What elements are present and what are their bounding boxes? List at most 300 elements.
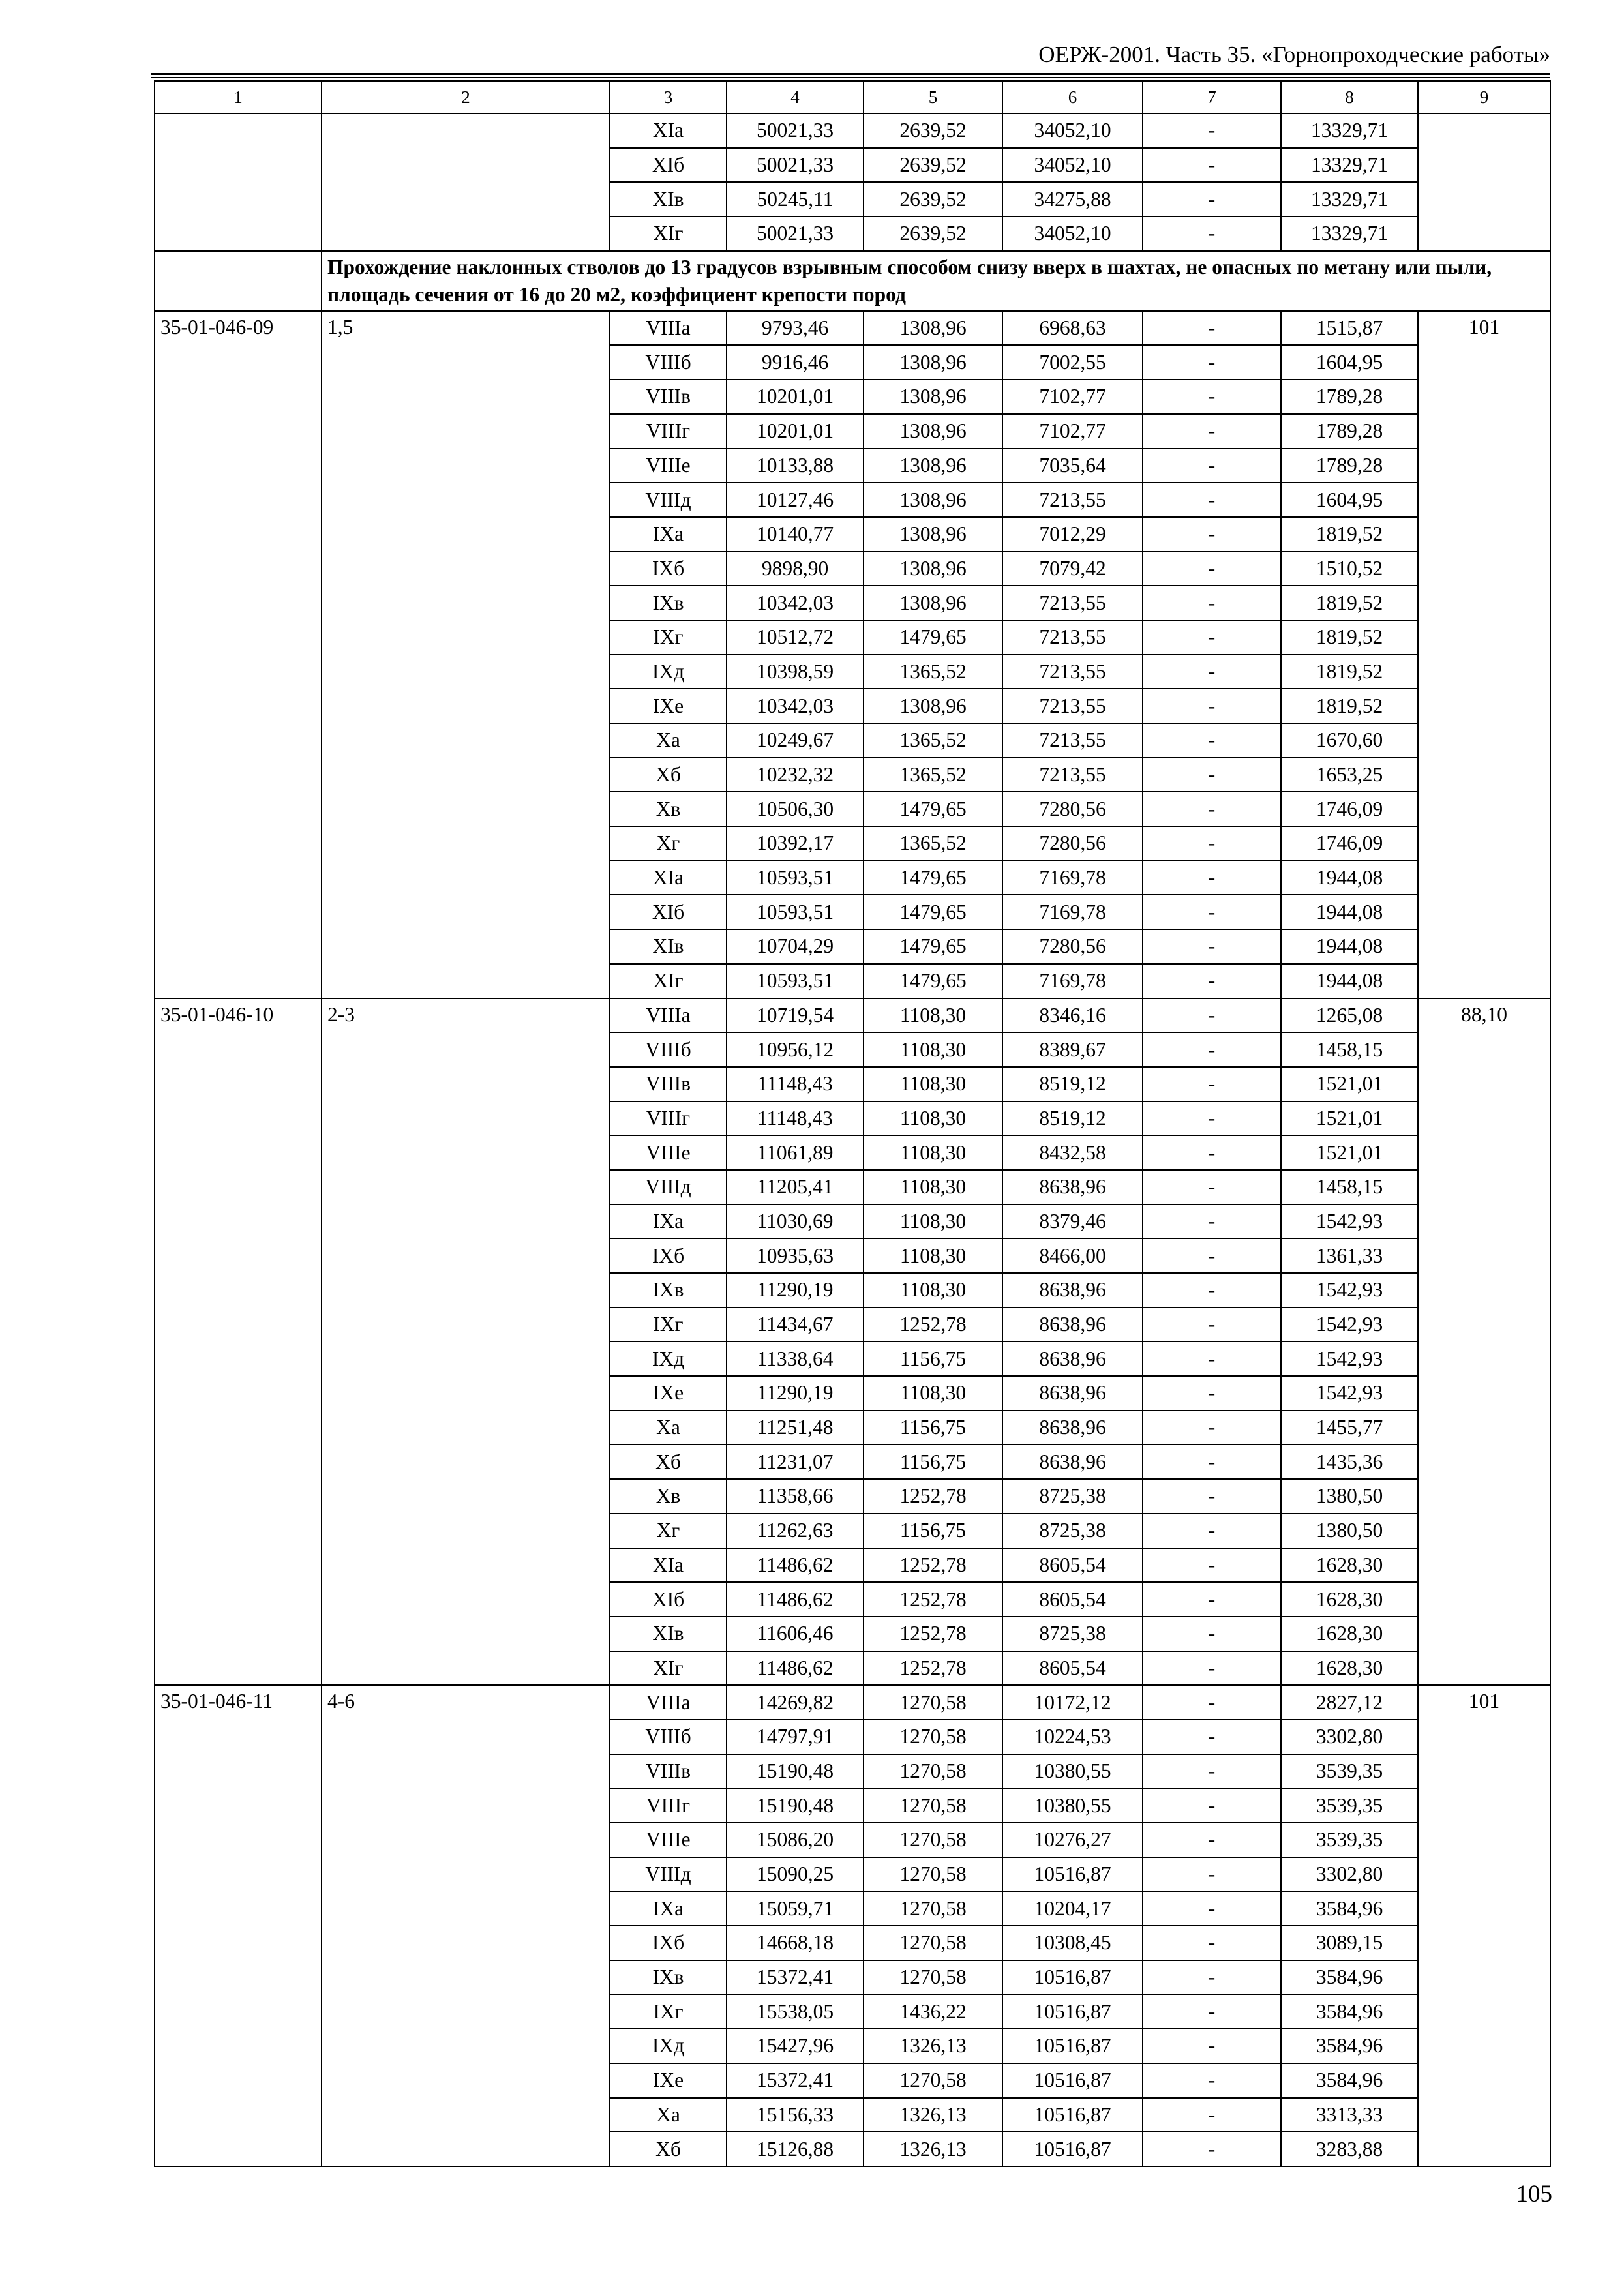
zone-cell: XIа: [610, 1548, 727, 1583]
wages-cell: 1270,58: [864, 1720, 1002, 1754]
wages-cell: 1108,30: [864, 1238, 1002, 1273]
total-cost-cell: 11262,63: [727, 1514, 864, 1548]
machines-cell: 8638,96: [1002, 1444, 1143, 1479]
driver-wages-cell: -: [1143, 1170, 1281, 1204]
materials-cell: 1458,15: [1281, 1170, 1418, 1204]
wages-cell: 1270,58: [864, 1685, 1002, 1720]
materials-cell: 1944,08: [1281, 929, 1418, 964]
machines-cell: 8519,12: [1002, 1067, 1143, 1101]
total-cost-cell: 15090,25: [727, 1857, 864, 1892]
driver-wages-cell: -: [1143, 723, 1281, 758]
wages-cell: 1156,75: [864, 1444, 1002, 1479]
materials-cell: 1944,08: [1281, 895, 1418, 929]
section-heading-row: [155, 251, 1550, 311]
wages-cell: 1308,96: [864, 552, 1002, 586]
wages-cell: 1479,65: [864, 792, 1002, 826]
zone-cell: Xг: [610, 1514, 727, 1548]
driver-wages-cell: -: [1143, 113, 1281, 148]
zone-cell: XIг: [610, 217, 727, 251]
wages-cell: 2639,52: [864, 217, 1002, 251]
labor-cost-cell: 101: [1418, 1685, 1550, 2166]
wages-cell: 1308,96: [864, 311, 1002, 346]
machines-cell: 8725,38: [1002, 1617, 1143, 1651]
wages-cell: 1108,30: [864, 1376, 1002, 1411]
materials-cell: 1604,95: [1281, 483, 1418, 517]
zone-cell: IXа: [610, 517, 727, 552]
norms-table: [154, 80, 1551, 2167]
driver-wages-cell: -: [1143, 655, 1281, 689]
total-cost-cell: 10506,30: [727, 792, 864, 826]
materials-cell: 3302,80: [1281, 1857, 1418, 1892]
wages-cell: 1108,30: [864, 1204, 1002, 1239]
wages-cell: 1156,75: [864, 1411, 1002, 1445]
wages-cell: 1365,52: [864, 723, 1002, 758]
driver-wages-cell: -: [1143, 2098, 1281, 2132]
machines-cell: 10516,87: [1002, 1960, 1143, 1995]
zone-cell: VIIIе: [610, 1823, 727, 1857]
total-cost-cell: 11290,19: [727, 1273, 864, 1308]
total-cost-cell: 10719,54: [727, 998, 864, 1033]
wages-cell: 1326,13: [864, 2098, 1002, 2132]
zone-cell: XIг: [610, 964, 727, 998]
total-cost-cell: 11231,07: [727, 1444, 864, 1479]
materials-cell: 1819,52: [1281, 517, 1418, 552]
materials-cell: 13329,71: [1281, 113, 1418, 148]
zone-cell: XIв: [610, 182, 727, 217]
total-cost-cell: 10342,03: [727, 689, 864, 723]
materials-cell: 1265,08: [1281, 998, 1418, 1033]
zone-cell: VIIIа: [610, 311, 727, 346]
materials-cell: 3089,15: [1281, 1926, 1418, 1960]
zone-cell: VIIIб: [610, 1032, 727, 1067]
zone-cell: Xа: [610, 1411, 727, 1445]
machines-cell: 7213,55: [1002, 655, 1143, 689]
driver-wages-cell: -: [1143, 182, 1281, 217]
zone-cell: Xв: [610, 1479, 727, 1514]
driver-wages-cell: -: [1143, 517, 1281, 552]
total-cost-cell: 14668,18: [727, 1926, 864, 1960]
materials-cell: 1944,08: [1281, 861, 1418, 895]
materials-cell: 1670,60: [1281, 723, 1418, 758]
wages-cell: 1108,30: [864, 1273, 1002, 1308]
driver-wages-cell: -: [1143, 311, 1281, 346]
total-cost-cell: 15156,33: [727, 2098, 864, 2132]
driver-wages-cell: -: [1143, 1067, 1281, 1101]
machines-cell: 8389,67: [1002, 1032, 1143, 1067]
total-cost-cell: 10593,51: [727, 861, 864, 895]
table-row: [155, 311, 1550, 346]
machines-cell: 8379,46: [1002, 1204, 1143, 1239]
total-cost-cell: 10342,03: [727, 586, 864, 620]
section-heading: Прохождение наклонных стволов до 13 градусов взрывным способом снизу вверх в шахтах, не опасных по метану или пыли, площадь сечения от 16 до 20 м2, коэффициент крепости пород: [322, 251, 1550, 311]
wages-cell: 1308,96: [864, 689, 1002, 723]
zone-cell: IXв: [610, 1960, 727, 1995]
wages-cell: 1252,78: [864, 1308, 1002, 1342]
materials-cell: 13329,71: [1281, 217, 1418, 251]
total-cost-cell: 10935,63: [727, 1238, 864, 1273]
machines-cell: 7213,55: [1002, 689, 1143, 723]
materials-cell: 3584,96: [1281, 2063, 1418, 2098]
total-cost-cell: 15372,41: [727, 2063, 864, 2098]
machines-cell: 8432,58: [1002, 1135, 1143, 1170]
wages-cell: 1252,78: [864, 1617, 1002, 1651]
driver-wages-cell: -: [1143, 1273, 1281, 1308]
machines-cell: 10172,12: [1002, 1685, 1143, 1720]
labor-cost-cell: [1418, 113, 1550, 251]
zone-cell: IXа: [610, 1204, 727, 1239]
zone-cell: IXд: [610, 655, 727, 689]
zone-cell: IXв: [610, 586, 727, 620]
materials-cell: 1819,52: [1281, 620, 1418, 655]
wages-cell: 1270,58: [864, 1891, 1002, 1926]
materials-cell: 13329,71: [1281, 148, 1418, 183]
wages-cell: 1365,52: [864, 826, 1002, 861]
total-cost-cell: 50021,33: [727, 217, 864, 251]
materials-cell: 1628,30: [1281, 1548, 1418, 1583]
rock-coefficient-cell: 4-6: [322, 1685, 610, 2166]
total-cost-cell: 11486,62: [727, 1548, 864, 1583]
machines-cell: 8725,38: [1002, 1479, 1143, 1514]
zone-cell: XIа: [610, 861, 727, 895]
norm-code-cell: 35-01-046-09: [155, 311, 322, 998]
driver-wages-cell: -: [1143, 792, 1281, 826]
wages-cell: 1326,13: [864, 2132, 1002, 2166]
machines-cell: 6968,63: [1002, 311, 1143, 346]
materials-cell: 1628,30: [1281, 1617, 1418, 1651]
materials-cell: 13329,71: [1281, 182, 1418, 217]
wages-cell: 1479,65: [864, 620, 1002, 655]
wages-cell: 1108,30: [864, 998, 1002, 1033]
rock-coefficient-cell: 1,5: [322, 311, 610, 998]
zone-cell: Xа: [610, 2098, 727, 2132]
machines-cell: 8466,00: [1002, 1238, 1143, 1273]
zone-cell: VIIIв: [610, 1067, 727, 1101]
column-number-cell: 7: [1143, 81, 1281, 113]
total-cost-cell: 11486,62: [727, 1582, 864, 1617]
driver-wages-cell: -: [1143, 1135, 1281, 1170]
zone-cell: VIIIа: [610, 998, 727, 1033]
driver-wages-cell: -: [1143, 758, 1281, 792]
materials-cell: 1542,93: [1281, 1308, 1418, 1342]
driver-wages-cell: -: [1143, 586, 1281, 620]
labor-cost-cell: 101: [1418, 311, 1550, 998]
materials-cell: 3539,35: [1281, 1788, 1418, 1823]
column-number-cell: 4: [727, 81, 864, 113]
driver-wages-cell: -: [1143, 1617, 1281, 1651]
driver-wages-cell: -: [1143, 1960, 1281, 1995]
zone-cell: XIб: [610, 1582, 727, 1617]
driver-wages-cell: -: [1143, 895, 1281, 929]
machines-cell: 10308,45: [1002, 1926, 1143, 1960]
wages-cell: 1479,65: [864, 964, 1002, 998]
wages-cell: 2639,52: [864, 113, 1002, 148]
total-cost-cell: 15086,20: [727, 1823, 864, 1857]
driver-wages-cell: -: [1143, 2132, 1281, 2166]
zone-cell: VIIIб: [610, 345, 727, 380]
total-cost-cell: 10398,59: [727, 655, 864, 689]
zone-cell: IXд: [610, 1341, 727, 1376]
zone-cell: VIIIд: [610, 1170, 727, 1204]
machines-cell: 8519,12: [1002, 1101, 1143, 1136]
machines-cell: 34275,88: [1002, 182, 1143, 217]
machines-cell: 8638,96: [1002, 1170, 1143, 1204]
machines-cell: 7079,42: [1002, 552, 1143, 586]
zone-cell: IXд: [610, 2029, 727, 2063]
wages-cell: 1365,52: [864, 655, 1002, 689]
materials-cell: 1653,25: [1281, 758, 1418, 792]
driver-wages-cell: -: [1143, 861, 1281, 895]
materials-cell: 1361,33: [1281, 1238, 1418, 1273]
materials-cell: 2827,12: [1281, 1685, 1418, 1720]
machines-cell: 7035,64: [1002, 449, 1143, 483]
total-cost-cell: 15190,48: [727, 1788, 864, 1823]
zone-cell: VIIIб: [610, 1720, 727, 1754]
wages-cell: 1479,65: [864, 929, 1002, 964]
driver-wages-cell: -: [1143, 1823, 1281, 1857]
wages-cell: 1326,13: [864, 2029, 1002, 2063]
driver-wages-cell: -: [1143, 689, 1281, 723]
materials-cell: 3302,80: [1281, 1720, 1418, 1754]
total-cost-cell: 15372,41: [727, 1960, 864, 1995]
wages-cell: 1252,78: [864, 1479, 1002, 1514]
driver-wages-cell: -: [1143, 1857, 1281, 1892]
materials-cell: 1542,93: [1281, 1273, 1418, 1308]
driver-wages-cell: -: [1143, 345, 1281, 380]
materials-cell: 3283,88: [1281, 2132, 1418, 2166]
machines-cell: 8638,96: [1002, 1308, 1143, 1342]
driver-wages-cell: -: [1143, 1341, 1281, 1376]
wages-cell: 1108,30: [864, 1101, 1002, 1136]
materials-cell: 1542,93: [1281, 1341, 1418, 1376]
total-cost-cell: 14269,82: [727, 1685, 864, 1720]
total-cost-cell: 10512,72: [727, 620, 864, 655]
machines-cell: 10516,87: [1002, 1857, 1143, 1892]
driver-wages-cell: -: [1143, 1444, 1281, 1479]
machines-cell: 10516,87: [1002, 2029, 1143, 2063]
total-cost-cell: 15126,88: [727, 2132, 864, 2166]
zone-cell: Xг: [610, 826, 727, 861]
zone-cell: VIIIе: [610, 1135, 727, 1170]
driver-wages-cell: -: [1143, 380, 1281, 414]
machines-cell: 7280,56: [1002, 929, 1143, 964]
machines-cell: 10516,87: [1002, 2098, 1143, 2132]
materials-cell: 1746,09: [1281, 826, 1418, 861]
materials-cell: 1542,93: [1281, 1376, 1418, 1411]
materials-cell: 3584,96: [1281, 1994, 1418, 2029]
total-cost-cell: 50245,11: [727, 182, 864, 217]
driver-wages-cell: -: [1143, 483, 1281, 517]
machines-cell: 34052,10: [1002, 148, 1143, 183]
driver-wages-cell: -: [1143, 1582, 1281, 1617]
zone-cell: VIIIе: [610, 449, 727, 483]
driver-wages-cell: -: [1143, 1376, 1281, 1411]
machines-cell: 8605,54: [1002, 1582, 1143, 1617]
driver-wages-cell: -: [1143, 964, 1281, 998]
wages-cell: 1252,78: [864, 1548, 1002, 1583]
wages-cell: 1270,58: [864, 2063, 1002, 2098]
materials-cell: 1455,77: [1281, 1411, 1418, 1445]
page-header: ОЕРЖ-2001. Часть 35. «Горнопроходческие работы»: [1038, 42, 1550, 67]
materials-cell: 3584,96: [1281, 2029, 1418, 2063]
driver-wages-cell: -: [1143, 1685, 1281, 1720]
machines-cell: 10204,17: [1002, 1891, 1143, 1926]
wages-cell: 2639,52: [864, 182, 1002, 217]
machines-cell: 7213,55: [1002, 723, 1143, 758]
header-rule-thin: [151, 77, 1550, 78]
driver-wages-cell: -: [1143, 148, 1281, 183]
wages-cell: 1108,30: [864, 1032, 1002, 1067]
machines-cell: 10516,87: [1002, 1994, 1143, 2029]
materials-cell: 1458,15: [1281, 1032, 1418, 1067]
materials-cell: 3584,96: [1281, 1960, 1418, 1995]
driver-wages-cell: -: [1143, 929, 1281, 964]
rock-coefficient-cell: [322, 113, 610, 251]
driver-wages-cell: -: [1143, 1411, 1281, 1445]
zone-cell: IXв: [610, 1273, 727, 1308]
wages-cell: 1270,58: [864, 1823, 1002, 1857]
machines-cell: 10380,55: [1002, 1754, 1143, 1789]
total-cost-cell: 50021,33: [727, 148, 864, 183]
zone-cell: IXе: [610, 689, 727, 723]
materials-cell: 1604,95: [1281, 345, 1418, 380]
driver-wages-cell: -: [1143, 826, 1281, 861]
total-cost-cell: 11061,89: [727, 1135, 864, 1170]
driver-wages-cell: -: [1143, 449, 1281, 483]
zone-cell: XIа: [610, 113, 727, 148]
zone-cell: IXг: [610, 1308, 727, 1342]
wages-cell: 1365,52: [864, 758, 1002, 792]
zone-cell: Xб: [610, 758, 727, 792]
norm-code-cell: 35-01-046-10: [155, 998, 322, 1686]
driver-wages-cell: -: [1143, 1720, 1281, 1754]
driver-wages-cell: -: [1143, 1891, 1281, 1926]
total-cost-cell: 11486,62: [727, 1651, 864, 1686]
wages-cell: 1308,96: [864, 414, 1002, 449]
wages-cell: 1479,65: [864, 861, 1002, 895]
machines-cell: 7213,55: [1002, 620, 1143, 655]
driver-wages-cell: -: [1143, 1308, 1281, 1342]
zone-cell: Xб: [610, 2132, 727, 2166]
zone-cell: IXе: [610, 1376, 727, 1411]
machines-cell: 10276,27: [1002, 1823, 1143, 1857]
total-cost-cell: 9916,46: [727, 345, 864, 380]
total-cost-cell: 10201,01: [727, 414, 864, 449]
materials-cell: 1789,28: [1281, 449, 1418, 483]
section-heading-spacer: [155, 251, 322, 311]
table-row: [155, 113, 1550, 148]
wages-cell: 1270,58: [864, 1788, 1002, 1823]
materials-cell: 1521,01: [1281, 1067, 1418, 1101]
driver-wages-cell: -: [1143, 1754, 1281, 1789]
wages-cell: 1308,96: [864, 517, 1002, 552]
zone-cell: VIIIд: [610, 483, 727, 517]
wages-cell: 1270,58: [864, 1754, 1002, 1789]
driver-wages-cell: -: [1143, 620, 1281, 655]
wages-cell: 1156,75: [864, 1514, 1002, 1548]
total-cost-cell: 11205,41: [727, 1170, 864, 1204]
machines-cell: 7280,56: [1002, 792, 1143, 826]
driver-wages-cell: -: [1143, 1101, 1281, 1136]
total-cost-cell: 15190,48: [727, 1754, 864, 1789]
wages-cell: 1252,78: [864, 1651, 1002, 1686]
driver-wages-cell: -: [1143, 2063, 1281, 2098]
machines-cell: 8638,96: [1002, 1411, 1143, 1445]
wages-cell: 1108,30: [864, 1135, 1002, 1170]
table-row: [155, 998, 1550, 1033]
machines-cell: 10380,55: [1002, 1788, 1143, 1823]
zone-cell: Xа: [610, 723, 727, 758]
total-cost-cell: 9793,46: [727, 311, 864, 346]
zone-cell: IXг: [610, 1994, 727, 2029]
wages-cell: 1436,22: [864, 1994, 1002, 2029]
machines-cell: 7102,77: [1002, 380, 1143, 414]
total-cost-cell: 10593,51: [727, 895, 864, 929]
zone-cell: VIIIа: [610, 1685, 727, 1720]
driver-wages-cell: -: [1143, 552, 1281, 586]
machines-cell: 7169,78: [1002, 861, 1143, 895]
materials-cell: 1435,36: [1281, 1444, 1418, 1479]
total-cost-cell: 11434,67: [727, 1308, 864, 1342]
zone-cell: IXг: [610, 620, 727, 655]
zone-cell: VIIIг: [610, 1788, 727, 1823]
wages-cell: 1479,65: [864, 895, 1002, 929]
materials-cell: 1789,28: [1281, 414, 1418, 449]
materials-cell: 1510,52: [1281, 552, 1418, 586]
total-cost-cell: 11606,46: [727, 1617, 864, 1651]
driver-wages-cell: -: [1143, 414, 1281, 449]
zone-cell: VIIIв: [610, 1754, 727, 1789]
zone-cell: XIб: [610, 895, 727, 929]
driver-wages-cell: -: [1143, 1651, 1281, 1686]
norm-code-cell: [155, 113, 322, 251]
total-cost-cell: 11148,43: [727, 1067, 864, 1101]
total-cost-cell: 15059,71: [727, 1891, 864, 1926]
zone-cell: IXа: [610, 1891, 727, 1926]
driver-wages-cell: -: [1143, 1479, 1281, 1514]
machines-cell: 8725,38: [1002, 1514, 1143, 1548]
page-number: 105: [1516, 2181, 1552, 2207]
machines-cell: 7213,55: [1002, 758, 1143, 792]
total-cost-cell: 10956,12: [727, 1032, 864, 1067]
wages-cell: 1308,96: [864, 380, 1002, 414]
zone-cell: XIб: [610, 148, 727, 183]
wages-cell: 1252,78: [864, 1582, 1002, 1617]
driver-wages-cell: -: [1143, 2029, 1281, 2063]
machines-cell: 34052,10: [1002, 217, 1143, 251]
driver-wages-cell: -: [1143, 1788, 1281, 1823]
column-number-cell: 6: [1002, 81, 1143, 113]
wages-cell: 1308,96: [864, 449, 1002, 483]
zone-cell: IXб: [610, 1926, 727, 1960]
table-row: [155, 1685, 1550, 1720]
header-rule: [151, 73, 1550, 75]
zone-cell: IXб: [610, 1238, 727, 1273]
column-number-cell: 9: [1418, 81, 1550, 113]
machines-cell: 7012,29: [1002, 517, 1143, 552]
total-cost-cell: 10704,29: [727, 929, 864, 964]
wages-cell: 1108,30: [864, 1170, 1002, 1204]
wages-cell: 1270,58: [864, 1960, 1002, 1995]
machines-cell: 7213,55: [1002, 586, 1143, 620]
wages-cell: 1308,96: [864, 586, 1002, 620]
zone-cell: IXе: [610, 2063, 727, 2098]
column-number-cell: 3: [610, 81, 727, 113]
total-cost-cell: 14797,91: [727, 1720, 864, 1754]
materials-cell: 1380,50: [1281, 1479, 1418, 1514]
machines-cell: 7002,55: [1002, 345, 1143, 380]
driver-wages-cell: -: [1143, 1032, 1281, 1067]
total-cost-cell: 10593,51: [727, 964, 864, 998]
